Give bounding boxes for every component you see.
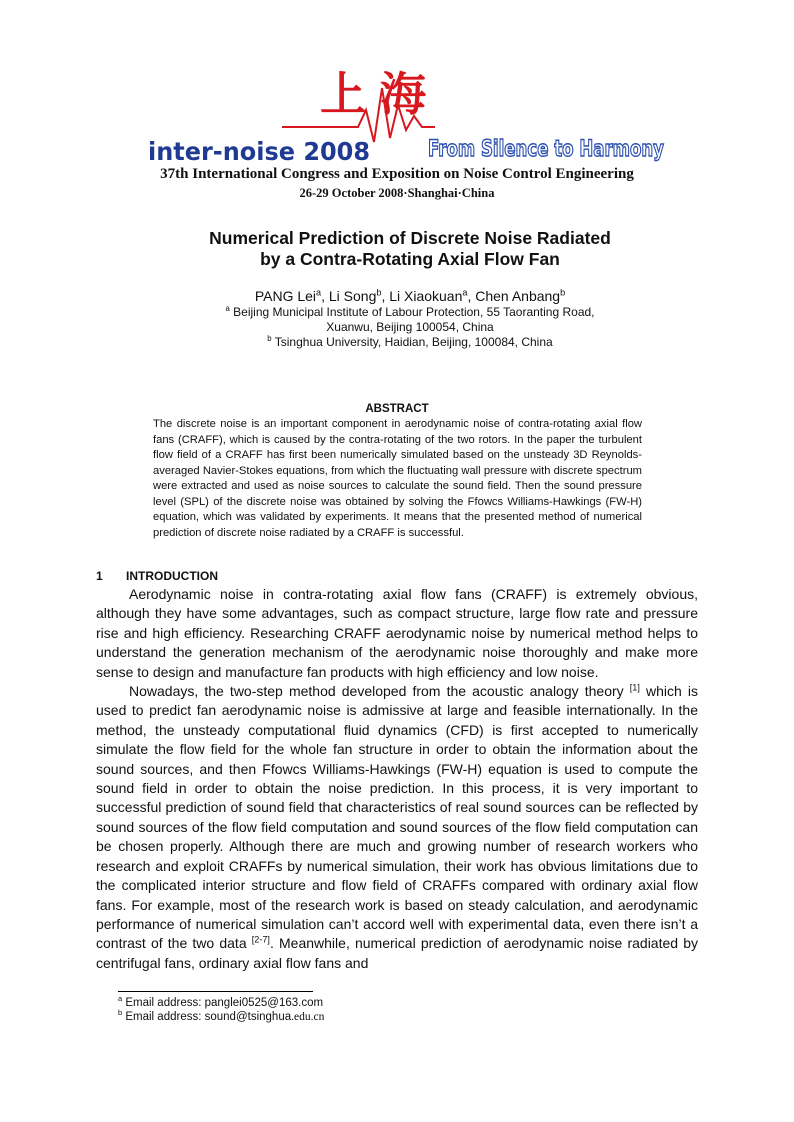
section-title: INTRODUCTION [126,569,218,583]
affiliation-a: $^a$ Beijing Municipal Institute of Labour Protection, 55 Taoranting Road, Xuanwu, Beijing 100054, China [225,304,595,334]
affiliation-b: $^b$ Tsinghua University, Haidian, Beijing, 100084, China [267,334,553,349]
paragraph-2: Nowadays, the two-step method developed from the acoustic analogy theory [1] which is used to predict fan aerodynamic noise is admissive at large and feasible internationally. In the method, the unsteady computational fluid dynamics (CFD) is first accepted to numerically simulate the flow field for the whole fan structure in order to obtain the information about the sound sources, and then Ffowcs Williams-Hawkings (FW-H) equation is used to compute the sound field in order to obtain the noise prediction. In this process, it is very important to successful prediction of sound field that characteristics of real sound sources can be reflected by sound sources of the flow field computation and sound sources of the flow field computation can be chosen properly. Although there are much and growing number of research workers who research and exploit CRAFFs by numerical simulation, their work has obvious limitations due to the complicated interior structure and flow field of CRAFFs compared with ordinary axial flow fans. For example, most of the research work is based on steady calculation, and aerodynamic performance of numerical simulation can’t accord well with experimental data, even there isn’t a contrast of the two data [2-7]. Meanwhile, numerical prediction of aerodynamic noise radiated by centrifugal fans, ordinary axial flow fans and [96,682,699,971]
citation: [2-7] [251,934,270,945]
email-link[interactable]: sound@tsinghua [204,1011,292,1023]
conference-dates: 26-29 October 2008·Shanghai·China [299,186,495,200]
conference-logo [130,60,690,170]
paper-title-line-2: by a Contra-Rotating Axial Flow Fan [260,249,560,269]
footnote-rule [118,991,313,992]
footnote-b: $^b$ Email address: sound@tsinghua.edu.cn [118,1008,325,1023]
paragraph-1: Aerodynamic noise in contra-rotating axial flow fans (CRAFF) is extremely obvious, although they have some advantages, such as compact structure, large flow rate and pressure rise and high efficiency. Researching CRAFF aerodynamic noise by numerical method helps to understand the generation mechanism of the aerodynamic noise thoroughly and make more sense to design and manufacture fan products with high efficiency and low noise. [96,586,698,680]
author: Li Xiaokuan$^a$, [389,287,476,304]
author-list [100,288,720,304]
body-text [96,585,698,973]
section-number: 1 [96,569,103,583]
paper-title [150,228,670,270]
abstract-heading: ABSTRACT [365,403,429,415]
footnotes [118,996,324,1024]
author: Li Song$^b$, [328,287,390,304]
logo-chinese-text: 上海 [320,67,440,121]
logo-brand-name: inter-noise 2008 [148,137,370,166]
email-link[interactable]: panglei0525@163.com [204,997,324,1009]
author: Chen Anbang$^b$ [475,287,566,304]
abstract-text: The discrete noise is an important component in aerodynamic noise of contra-rotating axial flow fans (CRAFF), which is caused by the contra-rotating of the two rotors. In the paper the turbulent flow field of a CRAFF has first been numerically simulated based on the unsteady 3D Reynolds-averaged Navier-Stokes equations, from which the fluctuating wall pressure with discrete spectrum were extracted and used as noise sources to calculate the sound field. Then the sound pressure level (SPL) of the discrete noise was obtained by solving the Ffowcs Williams-Hawkings (FW-H) equation, which was validated by experiments. It means that the presented method of numerical prediction of discrete noise radiated by a CRAFF is successful. [153,418,642,539]
author: PANG Lei$^a$, [254,287,329,304]
section-heading [96,569,218,583]
logo-slogan: From Silence to Harmony [428,137,664,162]
footnote-a: $^a$ Email address: panglei0525@163.com [118,994,324,1009]
paper-title-line-1: Numerical Prediction of Discrete Noise Radiated [209,228,611,248]
conference-title: 37th International Congress and Exposition on Noise Control Engineering [160,166,634,182]
citation: [1] [629,682,640,693]
